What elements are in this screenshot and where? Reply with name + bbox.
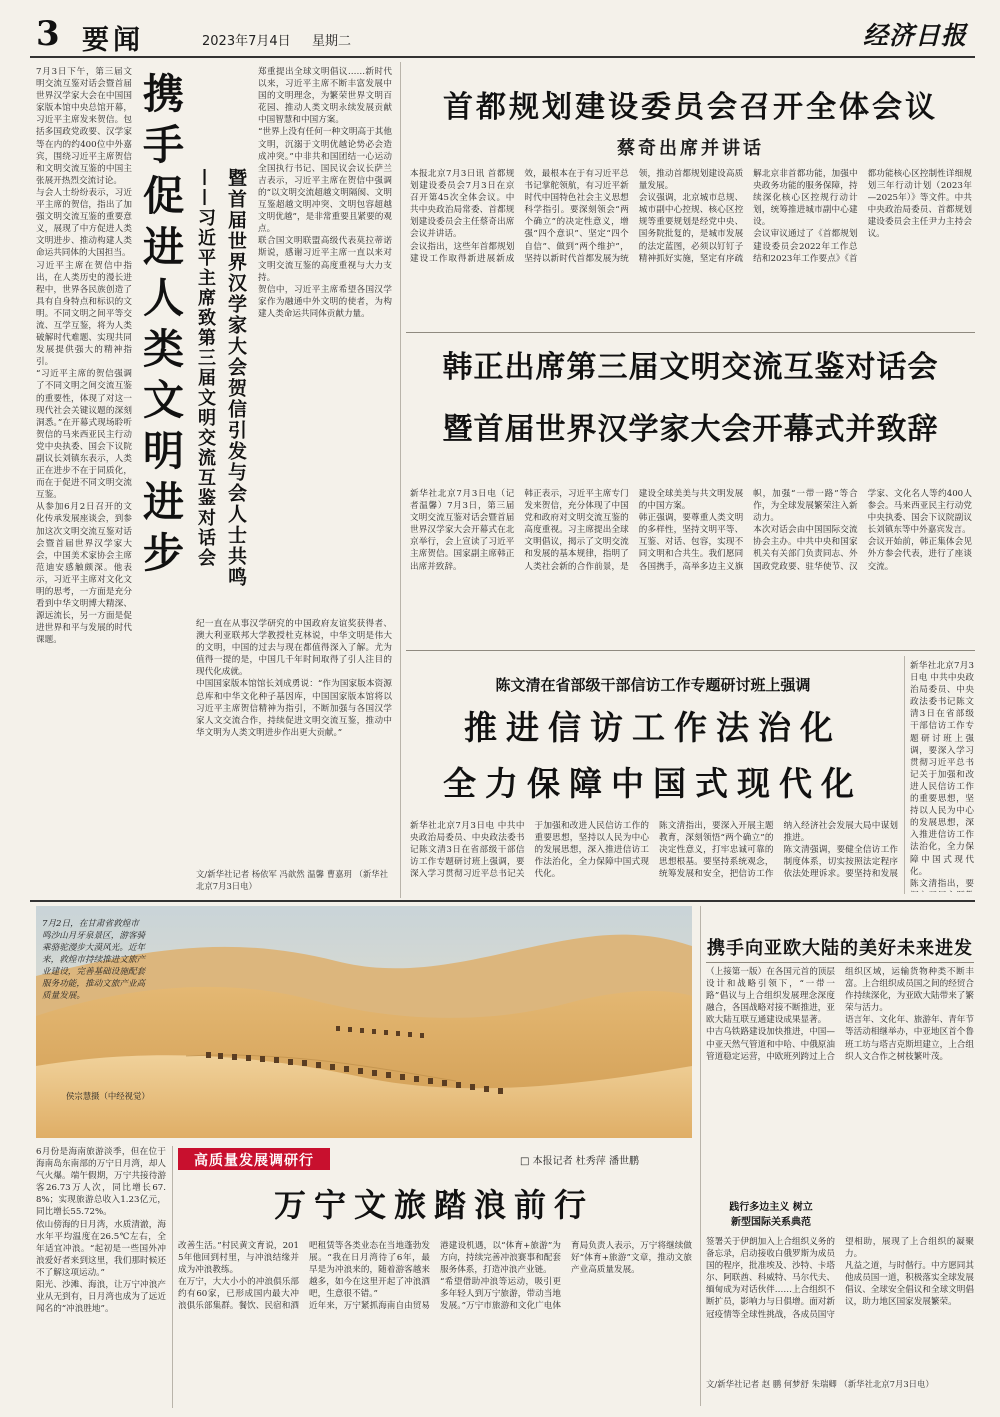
story6-title: 万宁文旅踏浪前行 [273, 1186, 594, 1224]
photo [36, 906, 692, 1138]
story4-body: 新华社北京7月3日电 中共中央政治局委员、中央政法委书记陈文清3日在省部级干部信访工作专题研讨班上强调，要深入学习贯彻习近平总书记关于加强和改进人民信访工作的重要思想，坚持以人民为中心的发展思想，深入推进信访工作法治化，全力保障中国式现代化。 陈文清指出，要深入开展主题教育，深刻领悟“两个确立”的决定性意义，打牢忠诚可靠的思想根基。要坚持系统观念，统筹发展和安全，把信访工作纳入经济社会发展大局中谋划推进。 陈文清强调，要健全信访工作制度体系，切实按照法定程序依法处理诉求。要坚持和发展 [410, 821, 898, 880]
story3-title-line1: 韩正出席第三届文明交流互鉴对话会 [442, 350, 939, 385]
story5-body: （上接第一版）在各国元首的顶层设计和战略引领下，“一带一路”倡议与上合组织发展理念深度融合，各国战略对接不断推进，亚欧大陆互联互通建设成果显著。 中吉乌铁路建设加快推进，中国—中亚天然气管道和中哈、中俄原油管道稳定运营，中欧班列跨过上合组织区域，运输货物种类不断丰富。上合组织成员国之间的经贸合作持续深化，为亚欧大陆带来了繁荣与活力。 语言年、文化年、旅游年、青年节等活动相继举办，中亚地区首个鲁班工坊与塔吉克斯坦建立，上合组织人文合作之树枝繁叶茂。 [706, 967, 974, 1062]
story4-title-line1: 推进信访工作法治化 [464, 708, 842, 747]
page-number: 3 [36, 14, 60, 54]
story5-body2: 签署关于伊朗加入上合组织义务的备忘录，启动接收白俄罗斯为成员国的程序，批准埃及、沙特、卡塔尔、阿联酋、科威特、马尔代夫、缅甸成为对话伙伴……上合组织不断扩员，影响力与日俱增。面对新冠疫情等全球性挑战，各成员国守望相助，展现了上合组织的凝聚力。 凡益之道，与时偕行。中方愿同其他成员国一道，积极落实全球发展倡议、全球安全倡议和全球文明倡议，助力地区国家发展繁荣。 [706, 1237, 974, 1320]
story2-title: 首都规划建设委员会召开全体会议 [443, 90, 938, 125]
story5-section-heading-line2: 新型国际关系典范 [731, 1217, 811, 1228]
photo-credit: 侯宗慧摄（中经视觉） [66, 1091, 150, 1101]
story5-byline: 文/新华社记者 赵 鹏 何梦舒 朱瑞卿 （新华社北京7月3日电） [706, 1379, 934, 1389]
story5-section-heading [706, 1200, 836, 1230]
issue-weekday: 星期二 [312, 34, 352, 49]
lead-story-col2: 郑重提出全球文明倡议……新时代以来，习近平主席不断丰富发展中国的文明理念，为繁荣世界文明百花园、推动人类文明永续发展贡献中国智慧和中国方案。 “世界上没有任何一种文明高于其他文明，沉溺于文明优越论势必会造成冲突。”中非共和国团结一心运动全国执行书记、国民议会议长萨兰吉表示，习近平主席在贺信中强调的“以文明交流超越文明隔阂、文明互鉴超越文明冲突、文明包容超越文明优越”，是非常重要且紧要的观点。 联合国文明联盟高级代表莫拉蒂诺斯说，感谢习近平主席一直以来对文明交流互鉴的高度重视与大力支持。 贺信中，习近平主席希望各国汉学家作为融通中外文明的使者，为构建人类命运共同体贡献力量。 [258, 67, 392, 319]
masthead [30, 14, 975, 54]
story6-banner-label: 高质量发展调研行 [194, 1153, 314, 1169]
story2-body: 本报北京7月3日讯 首都规划建设委员会7月3日在京召开第45次全体会议。中共中央政治局常委、首都规划建设委员会主任蔡奇出席会议并讲话。 会议指出，这些年首都规划建设工作取得新进展新成效，最根本在于有习近平总书记掌舵领航，有习近平新时代中国特色社会主义思想科学指引。要深刻领会“两个确立”的决定性意义，增强“四个意识”、坚定“四个自信”、做到“两个维护”，坚持以新时代首都发展为统领，推动首都规划建设高质量发展。 会议强调，北京城市总规、城市副中心控规、核心区控规等重要规划是经党中央、国务院批复的，是城市发展的法定蓝图，必须以钉钉子精神抓好实施，坚定有序疏解北京非首都功能，加强中央政务功能的服务保障，持续深化核心区控规行动计划，统筹推进城市副中心建设。 会议审议通过了《首都规划建设委员会2022年工作总结和2023年工作要点》《首都功能核心区控制性详细规划三年行动计划（2023年—2025年）》等文件。中共中央政治局委员、首都规划建设委员会主任尹力主持会议。 [410, 169, 972, 264]
issue-date: 2023年7月4日 [202, 34, 291, 49]
lead-story-col1: 7月3日下午，第三届文明交流互鉴对话会暨首届世界汉学家大会在中国国家版本馆中央总馆开幕，习近平主席发来贺信。包括多国政党政要、汉学家等在内的约400位中外嘉宾，围绕习近平主席贺信和文明交流互鉴的中国主张展开热烈交流讨论。 与会人士纷纷表示，习近平主席的贺信，指出了加强文明交流互鉴的重要意义，展现了中方促进人类文明进步、推动构建人类命运共同体的大国担当。 习近平主席在贺信中指出，在人类历史的漫长进程中，世界各民族创造了具有自身特点和标识的文明。不同文明之间平等交流、互学互鉴，将为人类破解时代难题、实现共同发展提供强大的精神指引。 “习近平主席的贺信强调了不同文明之间交流互鉴的重要性，体现了对这一现代社会关键议题的深刻洞悉。”在开幕式现场聆听贺信的马来西亚民主行动党中央执委、国会下议院副议长刘镇东表示，人类正在进步不在于同质化，而在于促进不同文明交流互鉴。 从参加6月2日召开的文化传承发展座谈会，到参加这次文明交流互鉴对话会暨首届世界汉学家大会，中国美术家协会主席范迪安感触颇深。他表示，习近平主席对文化文明的思考，一方面是充分看到中华文明博大精深、源远流长，另一方面是促进世界和平与发展的时代课题。 [36, 67, 132, 646]
story5-title: 携手向亚欧大陆的美好未来进发 [707, 938, 973, 959]
story4-kicker: 陈文清在省部级干部信访工作专题研讨班上强调 [495, 676, 811, 694]
story2-subtitle: 蔡奇出席并讲话 [617, 138, 764, 159]
section-name: 要闻 [82, 25, 144, 56]
story6-left-col: 6月份是海南旅游淡季，但在位于海南岛东南部的万宁日月湾，却人气火爆。端午假期，万宁共接待游客26.73万人次，同比增长67.8%；实现旅游总收入1.23亿元，同比增长55.72%。 依山傍海的日月湾，水质清澈，海水年平均温度在26.5℃左右，全年适宜冲浪。“起初是一些国外冲浪爱好者来到这里，我们那时候还不了解这项运动。” 阳光、沙滩、海浪，让万宁冲浪产业从无到有，日月湾也成为了远近闻名的“冲浪胜地”。 [36, 1147, 166, 1315]
story6-banner [178, 1148, 330, 1170]
story4-title-line2: 全力保障中国式现代化 [443, 764, 863, 803]
story4-side-col: 新华社北京7月3日电 中共中央政治局委员、中央政法委书记陈文清3日在省部级干部信访工作专题研讨班上强调，要深入学习贯彻习近平总书记关于加强和改进人民信访工作的重要思想，坚持以人民为中心的发展思想，深入推进信访工作法治化，全力保障中国式现代化。 陈文清指出，要 [910, 661, 974, 889]
paper-logo: 经济日报 [862, 21, 967, 50]
lead-story-subtitle-1: 暨首届世界汉学家大会贺信引发与会人士共鸣 [225, 168, 247, 588]
story3-body: 新华社北京7月3日电（记者温馨）7月3日，第三届文明交流互鉴对话会暨首届世界汉学家大会开幕式在北京举行，会上宣读了习近平主席贺信。国家副主席韩正出席并致辞。 韩正表示，习近平主席专门发来贺信，充分体现了中国党和政府对文明交流互鉴的高度重视。习主席提出全球文明倡议，揭示了文明交流和发展的基本规律，指明了人类社会新的合作前景，是建设全球美美与共文明发展的中国方案。 韩正强调，要尊重人类文明的多样性，坚持文明平等、互鉴、对话、包容，实现不同文明和合共生。我们愿同各国携手，高举多边主义旗帜，加强“一带一路”等合作，为全球发展繁荣注入新动力。 本次对话会由中国国际交流协会主办。中共中央和国家机关有关部门负责同志、外国政党政要、驻华使节、汉学家、文化名人等约400人参会。马来西亚民主行动党中央执委、国会下议院副议长刘镇东等中外嘉宾发言。 会议开始前，韩正集体会见外方参会代表，进行了座谈交流。 [410, 489, 972, 572]
lead-story-main-title: 携手促进人类文明进步 [136, 72, 184, 582]
story6-body: 改善生活。”村民黄文育说，2015年他回到村里，与冲浪结缘并成为冲浪教练。 在万宁，大大小小的冲浪俱乐部约有60家，已形成国内最大冲浪俱乐部集群。餐饮、民宿和酒吧租赁等各类业态在当地蓬勃发展。“我在日月湾待了6年，最早是为冲浪来的，随着游客越来越多，如今在这里开起了冲浪酒吧，生意很不错。” 近年来，万宁紧抓海南自由贸易港建设机遇，以“体育+旅游”为方向，持续完善冲浪赛事和配套服务体系，打造冲浪产业链。 “希望借助冲浪等运动，吸引更多年轻人到万宁旅游，带动当地发展。”万宁市旅游和文化广电体育局负责人表示，万宁将继续做好“体育+旅游”文章，推动文旅产业高质量发展。 [178, 1241, 692, 1312]
lead-story-byline: 文/新华社记者 杨依军 冯歆然 温馨 曹嘉玥 （新华社北京7月3日电） [196, 869, 389, 891]
photo-caption: 7月2日，在甘肃省敦煌市鸣沙山月牙泉景区，游客骑乘骆驼漫步大漠风光。近年来，敦煌市持续推进文旅产业建设，完善基础设施配套服务功能，推动文旅产业高质量发展。 [42, 919, 146, 1001]
story3-title-line2: 暨首届世界汉学家大会开幕式并致辞 [442, 412, 939, 447]
lead-story-subtitle-2: ——习近平主席致第三届文明交流互鉴对话会 [195, 168, 216, 568]
story6-reporters: □ 本报记者 杜秀萍 潘世鹏 [520, 1156, 639, 1167]
lead-story-col3: 纪一直在从事汉学研究的中国政府友谊奖获得者、澳大利亚联邦大学教授杜克林说，中华文明是伟大的文明，中国的过去与现在都值得深入了解。尤为值得一提的是，中国几千年时间取得了引人注目的现代化成就。 中国国家版本馆馆长刘成勇说：“作为国家版本资源总库和中华文化种子基因库，中国国家版本馆将以习近平主席贺信精神为指引，不断加强与各国汉学家人文交流合作，持续促进文明交流互鉴，推动中华文明为人类文明进步作出更大贡献。” [196, 619, 392, 738]
story5-section-heading-line1: 践行多边主义 树立 [729, 1202, 813, 1213]
